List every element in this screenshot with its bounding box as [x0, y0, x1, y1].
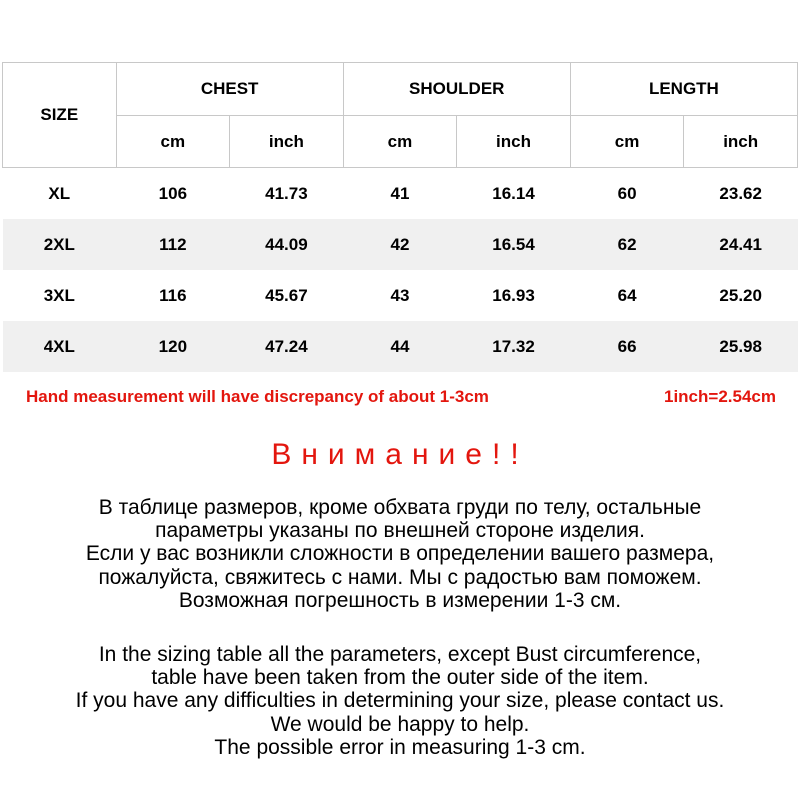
table-cell: 43 [390, 285, 410, 305]
table-cell: 60 [617, 183, 637, 203]
text-line: В таблице размеров, кроме обхвата груди по телу, остальные [98, 496, 702, 519]
text-line: If you have any difficulties in determining your size, please contact us. [75, 689, 725, 713]
table-cell: 106 [158, 183, 188, 203]
size-column-header: SIZE [3, 63, 117, 168]
table-cell: 45.67 [265, 285, 308, 305]
unit-header: inch [230, 116, 344, 168]
table-cell: 25.98 [684, 321, 798, 372]
text-line: We would be happy to help. [270, 712, 530, 736]
table-cell: 17.32 [457, 321, 571, 372]
text-line: пожалуйста, свяжитесь с нами. Мы с радостью вам поможем. [98, 565, 702, 589]
table-cell: 47.24 [230, 321, 344, 372]
unit-header: cm [116, 116, 230, 168]
text-line: The possible error in measuring 1-3 cm. [214, 735, 586, 759]
russian-instructions [0, 496, 800, 612]
table-cell: 64 [617, 285, 637, 305]
table-cell: 24.41 [684, 219, 798, 270]
table-row [3, 219, 798, 270]
size-cell: XL [48, 183, 71, 203]
attention-heading: Внимание!! [271, 438, 529, 471]
table-cell: 16.14 [492, 183, 535, 203]
table-cell: 25.20 [719, 285, 762, 305]
table-cell: 112 [116, 219, 230, 270]
measurement-notes [0, 384, 800, 412]
inch-conversion-note: 1inch=2.54cm [664, 387, 776, 406]
text-line: Возможная погрешность в измерении 1-3 см. [178, 588, 622, 612]
text-line: table have been taken from the outer side of the item. [151, 666, 649, 690]
unit-header: inch [457, 116, 571, 168]
shoulder-header: SHOULDER [343, 63, 570, 116]
table-cell: 16.54 [457, 219, 571, 270]
table-cell: 41 [390, 183, 410, 203]
unit-header: inch [684, 116, 798, 168]
text-line: параметры указаны по внешней стороне изделия. [155, 519, 645, 543]
size-cell: 2XL [3, 219, 117, 270]
table-cell: 44.09 [230, 219, 344, 270]
text-line: In the sizing table all the parameters, except Bust circumference, [98, 643, 702, 666]
discrepancy-note: Hand measurement will have discrepancy of about 1-3cm [26, 387, 489, 406]
table-row [3, 321, 798, 372]
table-cell: 41.73 [265, 183, 308, 203]
table-cell: 16.93 [492, 285, 535, 305]
table-row [3, 270, 798, 321]
length-header: LENGTH [570, 63, 797, 116]
size-cell: 4XL [3, 321, 117, 372]
chest-header: CHEST [116, 63, 343, 116]
unit-header: cm [343, 116, 457, 168]
english-instructions [0, 643, 800, 759]
table-cell: 42 [343, 219, 457, 270]
table-cell: 44 [343, 321, 457, 372]
table-cell: 120 [116, 321, 230, 372]
table-cell: 23.62 [719, 183, 762, 203]
size-cell: 3XL [43, 285, 75, 305]
text-line: Если у вас возникли сложности в определении вашего размера, [85, 542, 715, 566]
size-chart-table [2, 62, 798, 372]
table-row [3, 168, 798, 220]
table-cell: 62 [570, 219, 684, 270]
table-cell: 116 [159, 285, 187, 305]
table-cell: 66 [570, 321, 684, 372]
unit-header: cm [570, 116, 684, 168]
